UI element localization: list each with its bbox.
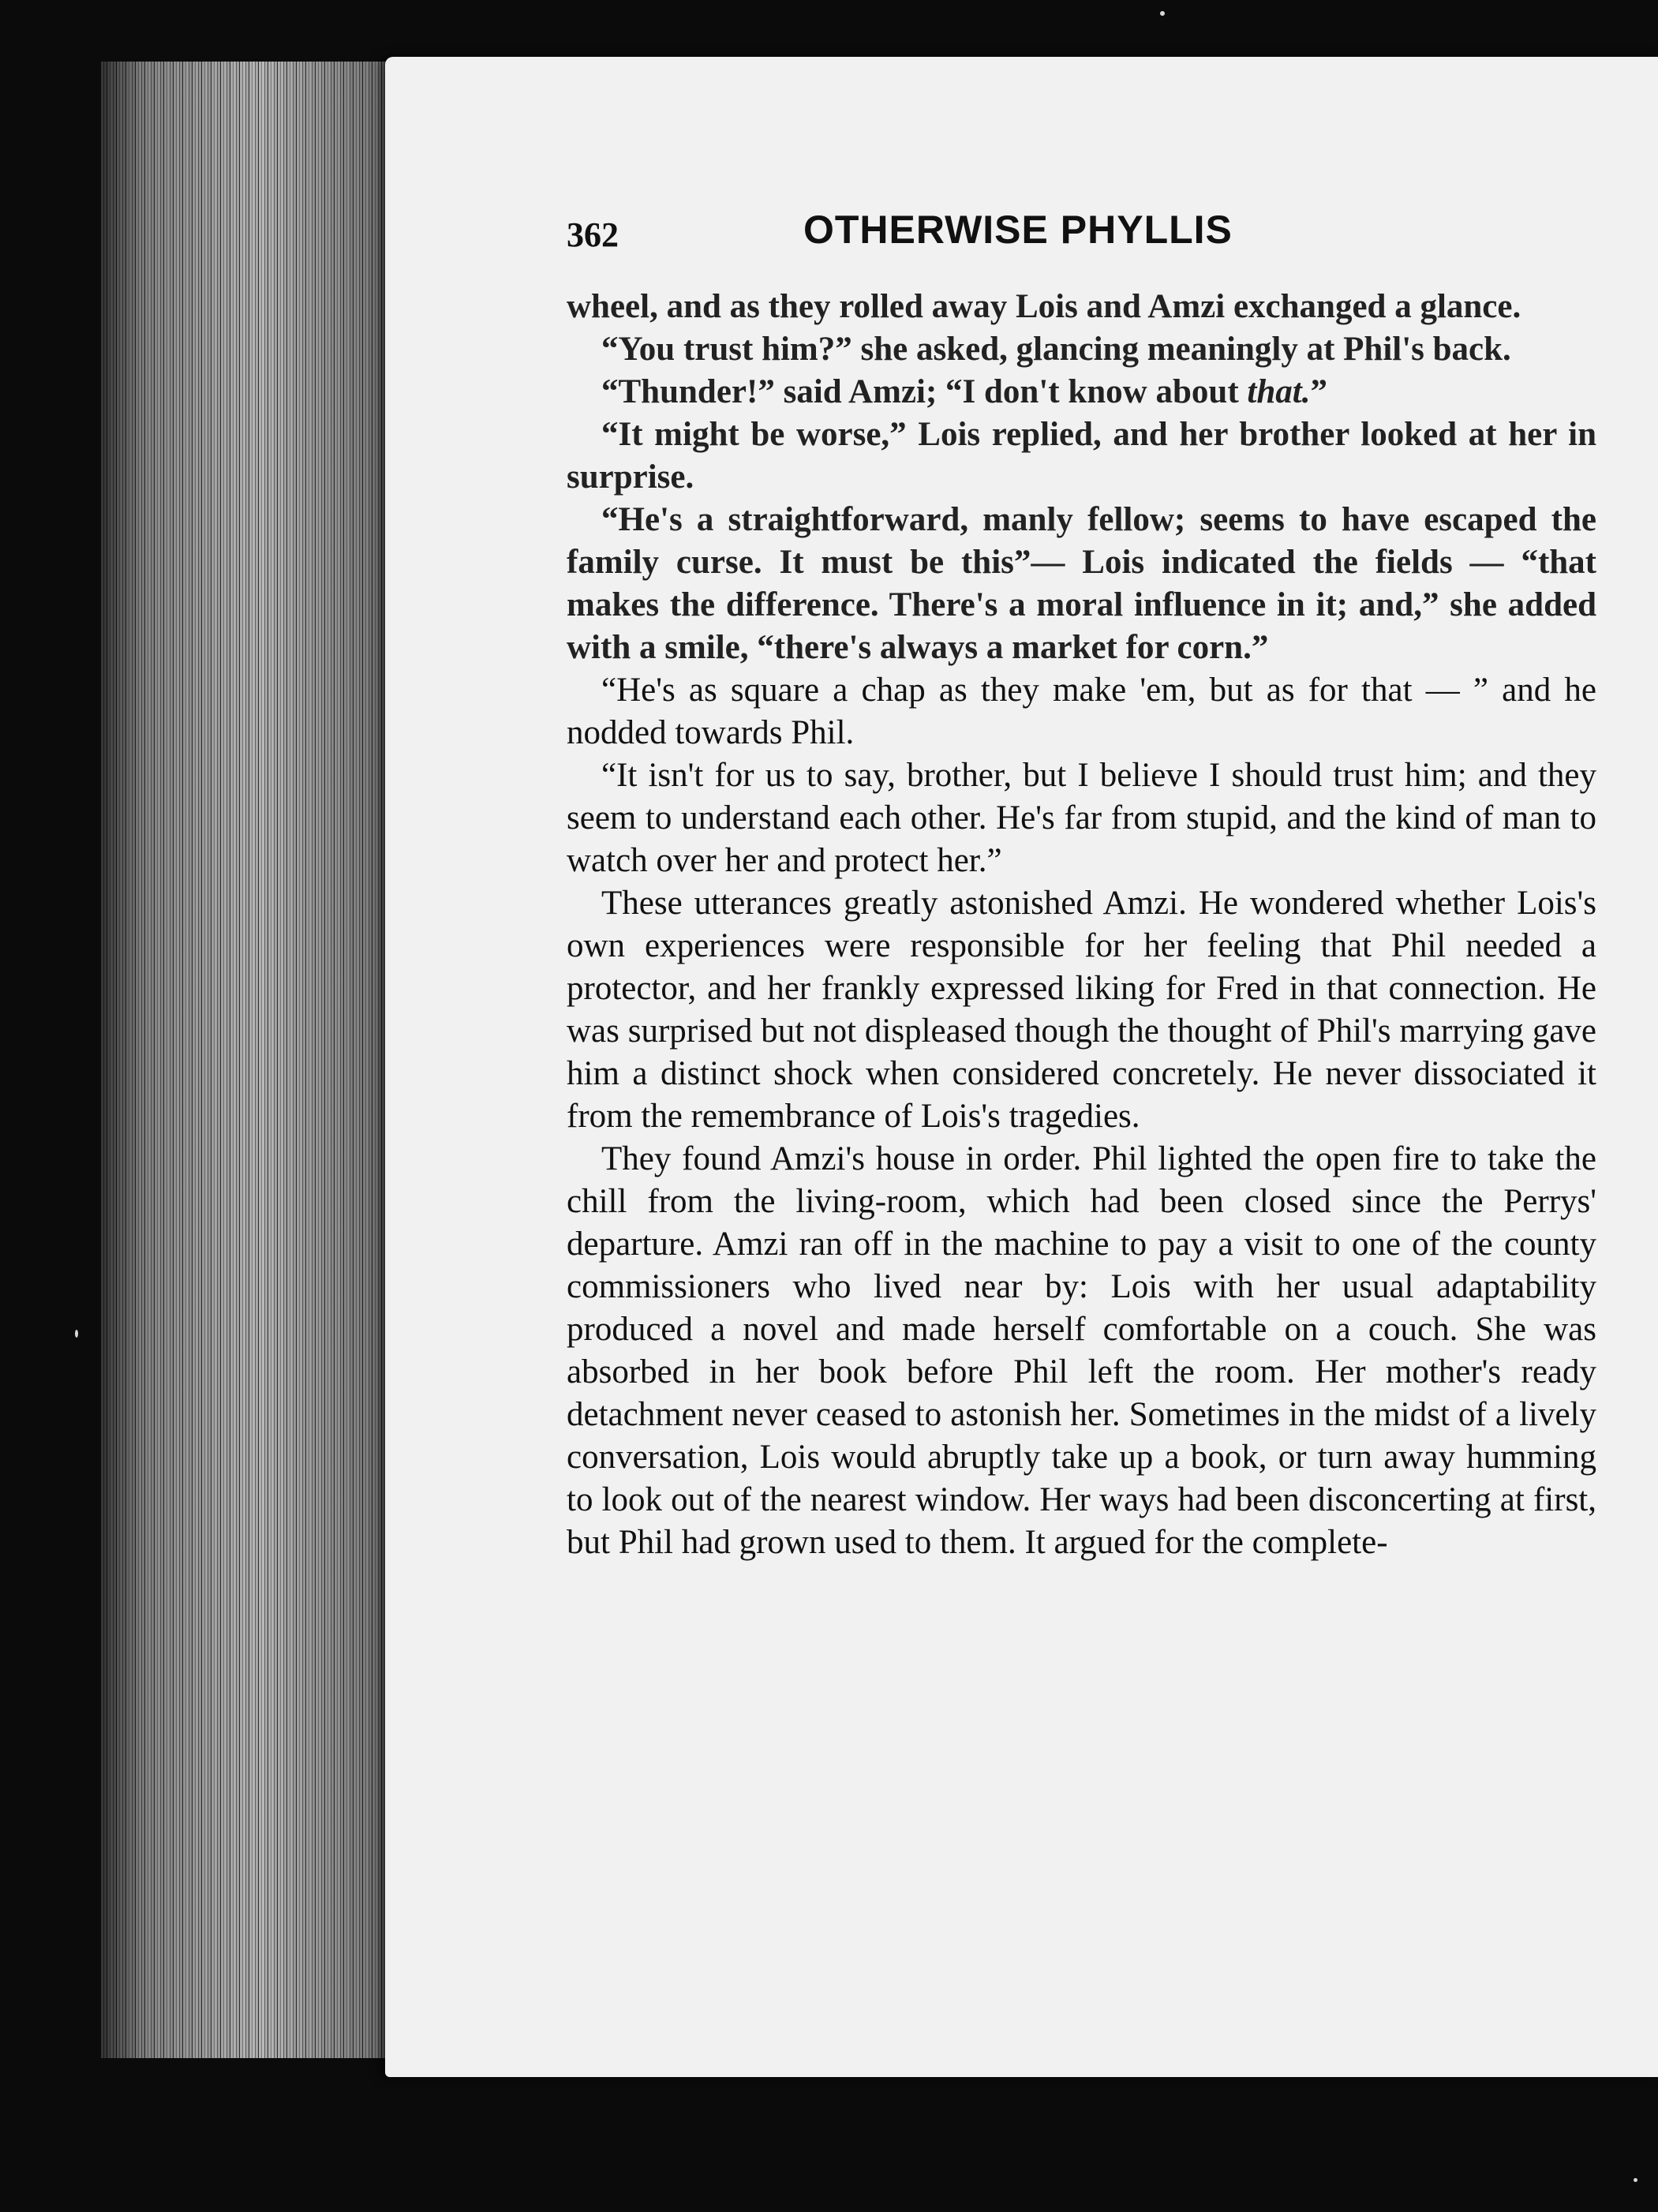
paragraph: wheel, and as they rolled away Lois and Amzi exchanged a glance. xyxy=(567,288,1521,325)
dust-speck xyxy=(1634,2178,1637,2182)
running-title: OTHERWISE PHYLLIS xyxy=(803,208,1233,252)
dust-speck xyxy=(75,1330,78,1338)
page-header xyxy=(567,207,1593,270)
book-page xyxy=(385,57,1658,2077)
paragraph: “He's a straightforward, manly fellow; seems to have escaped the family curse. It must be this”— Lois indicated the fields — “that makes the difference. There's a moral influence in it; and,” she added with a smile, “there's always a market for corn.” xyxy=(567,501,1596,666)
italic-word: that. xyxy=(1247,373,1311,410)
paragraph: “You trust him?” she asked, glancing meaningly at Phil's back. xyxy=(601,331,1511,368)
dust-speck xyxy=(1160,11,1165,16)
paragraph: These utterances greatly astonished Amzi. He wondered whether Lois's own experiences were responsible for her feeling that Phil needed a protector, and her frankly expressed liking for Fred in that connection. He was surprised but not displeased though the thought of Phil's marrying gave him a distinct shock when considered concretely. He never dissociated it from the remembrance of Lois's tragedies. xyxy=(567,885,1596,1135)
paragraph: “He's as square a chap as they make 'em, but as for that — ” and he nodded towards Phil. xyxy=(567,672,1596,751)
paragraph: “It isn't for us to say, brother, but I believe I should trust him; and they seem to understand each other. He's far from stupid, and the kind of man to watch over her and protect her.” xyxy=(567,757,1596,879)
paragraph: “It might be worse,” Lois replied, and her brother looked at her in surprise. xyxy=(567,416,1596,496)
page-body xyxy=(567,286,1596,1564)
closing-quote: ” xyxy=(1310,373,1327,410)
paragraph-text: “Thunder!” said Amzi; “I don't know about xyxy=(601,373,1239,410)
page-number: 362 xyxy=(567,215,619,254)
paragraph: They found Amzi's house in order. Phil lighted the open fire to take the chill from the living-room, which had been closed since the Perrys' departure. Amzi ran off in the machine to pay a visit to one of the county commissioners who lived near by: Lois with her usual adaptability produced a novel and made herself comfortable on a couch. She was absorbed in her book before Phil left the room. Her mother's ready detachment never ceased to astonish her. Sometimes in the midst of a lively conversation, Lois would abruptly take up a book, or turn away humming to look out of the nearest window. Her ways had been disconcerting at first, but Phil had grown used to them. It argued for the complete- xyxy=(567,1140,1596,1561)
page-stack-shadow xyxy=(101,62,393,2058)
paragraph xyxy=(567,371,1596,414)
